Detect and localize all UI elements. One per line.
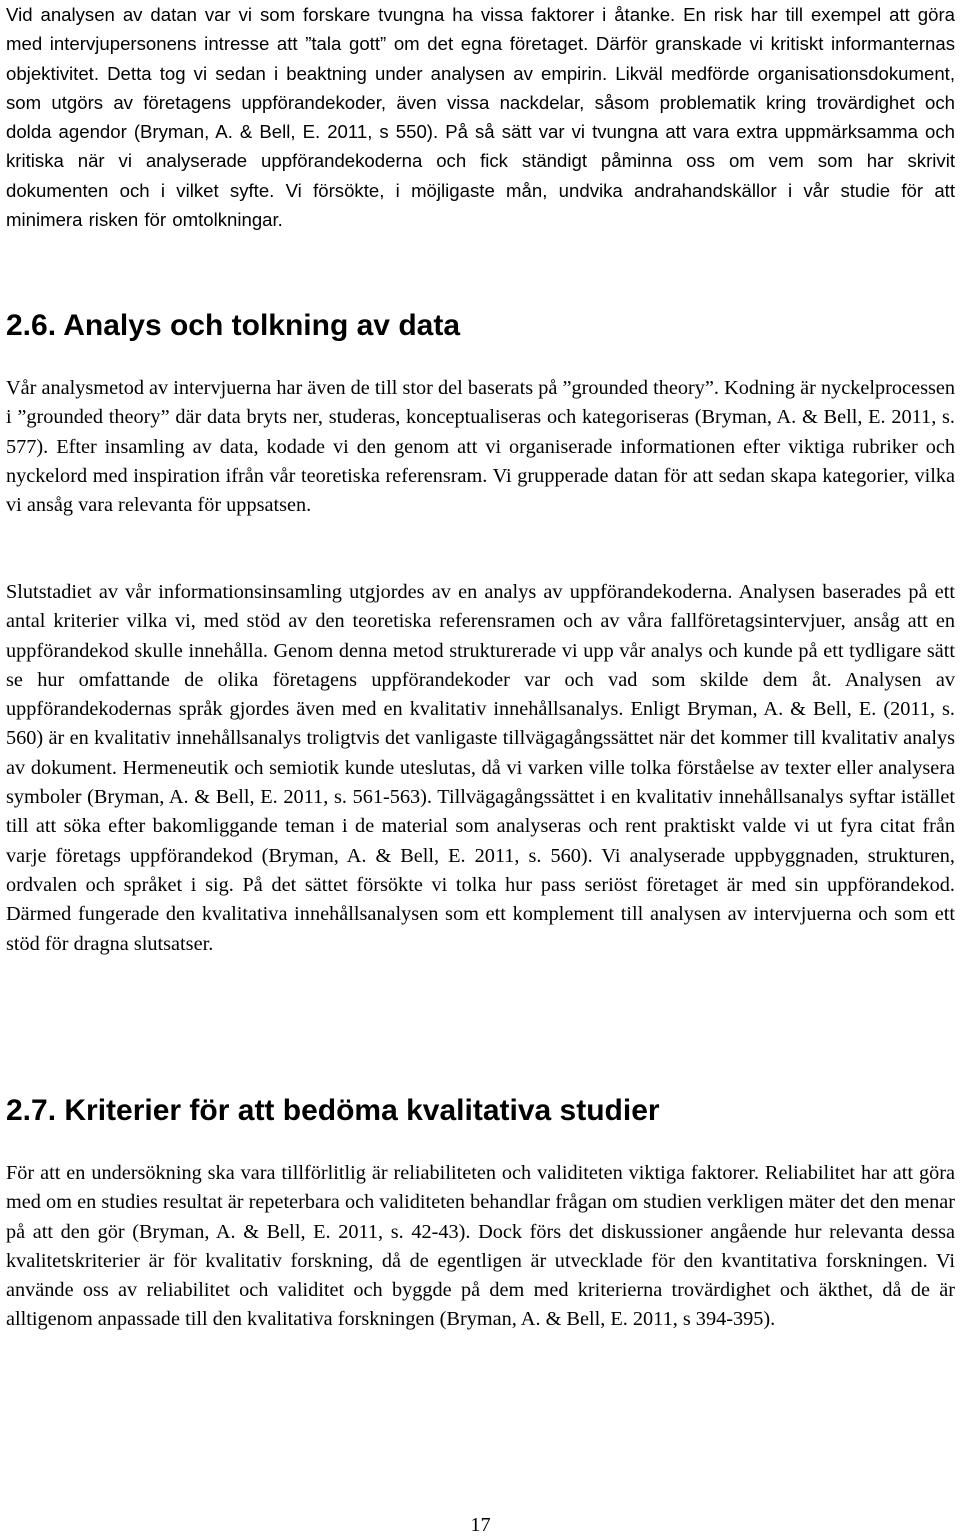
section-2-6-paragraph-1: Vår analysmetod av intervjuerna har även de till stor del baserats på ”grounded theory”. Kodning är nyckelprocessen i ”grounded theory” där data bryts ner, studeras, konceptualiseras och kategoriseras (Bryman, A. & Bell, E. 2011, s. 577). Efter insamling av data, kodade vi den genom att vi organiserade informationen efter viktiga rubriker och nyckelord med inspiration ifrån vår teoretiska referensram. Vi grupperade datan för att sedan skapa kategorier, vilka vi ansåg vara relevanta för uppsatsen. xyxy=(6,377,955,517)
section-2-7-paragraph-1: För att en undersökning ska vara tillförlitlig är reliabiliteten och validiteten viktiga faktorer. Reliabilitet har att göra med om en studies resultat är repeterbara och validiteten behandlar frågan om studien verkligen mäter det den menar på att den gör (Bryman, A. & Bell, E. 2011, s. 42-43). Dock förs det diskussioner angående hur relevanta dessa kvalitetskriterier är för kvalitativ forskning, då de egentligen är utvecklade för den kvantitativa forskningen. Vi använde oss av reliabilitet och validitet och byggde på dem med kriterierna trovärdighet och äkthet, då de är alltigenom anpassade till den kvalitativa forskningen (Bryman, A. & Bell, E. 2011, s 394-395). xyxy=(6,1162,955,1331)
section-heading-2-6: 2.6. Analys och tolkning av data xyxy=(6,309,461,342)
section-heading-2-7: 2.7. Kriterier för att bedöma kvalitativa studier xyxy=(6,1094,660,1127)
page-number: 17 xyxy=(470,1514,491,1536)
section-2-6-paragraph-2: Slutstadiet av vår informationsinsamling utgjordes av en analys av uppförandekoderna. Analysen baserades på ett antal kriterier vilka vi, med stöd av den teoretiska referensramen och av våra fallföretagsintervjuer, ansåg att en uppförandekod skulle innehålla. Genom denna metod strukturerade vi upp vår analys och kunde på ett tydligare sätt se hur omfattande de olika företagens uppförandekoder var och vad som skilde dem åt. Analysen av uppförandekodernas språk gjordes även med en kvalitativ innehållsanalys. Enligt Bryman, A. & Bell, E. (2011, s. 560) är en kvalitativ innehållsanalys troligtvis det vanligaste tillvägagångssättet när det kommer till kvalitativ analys av dokument. Hermeneutik och semiotik kunde uteslutas, då vi varken ville tolka förståelse av texter eller analysera symboler (Bryman, A. & Bell, E. 2011, s. 561-563). Tillvägagångssättet i en kvalitativ innehållsanalys syftar istället till att söka efter bakomliggande teman i de material som analyseras och rent praktiskt valde vi ut fyra citat från varje företags uppförandekod (Bryman, A. & Bell, E. 2011, s. 560). Vi analyserade uppbyggnaden, strukturen, ordvalen och språket i sig. På det sättet försökte vi tolka hur pass seriöst företaget är med sin uppförandekod. Därmed fungerade den kvalitativa innehållsanalysen som ett komplement till analysen av intervjuerna och som ett stöd för dragna slutsatser. xyxy=(6,581,955,955)
intro-paragraph: Vid analysen av datan var vi som forskare tvungna ha vissa faktorer i åtanke. En risk har till exempel att göra med intervjupersonens intresse att ”tala gott” om det egna företaget. Därför granskade vi kritiskt informanternas objektivitet. Detta tog vi sedan i beaktning under analysen av empirin. Likväl medförde organisationsdokument, som utgörs av företagens uppförandekoder, även vissa nackdelar, såsom problematik kring trovärdighet och dolda agendor (Bryman, A. & Bell, E. 2011, s 550). På så sätt var vi tvungna att vara extra uppmärksamma och kritiska när vi analyserade uppförandekoderna och fick ständigt påminna oss om vem som har skrivit dokumenten och i vilket syfte. Vi försökte, i möjligaste mån, undvika andrahandskällor i vår studie för att minimera risken för omtolkningar. xyxy=(6,4,955,231)
